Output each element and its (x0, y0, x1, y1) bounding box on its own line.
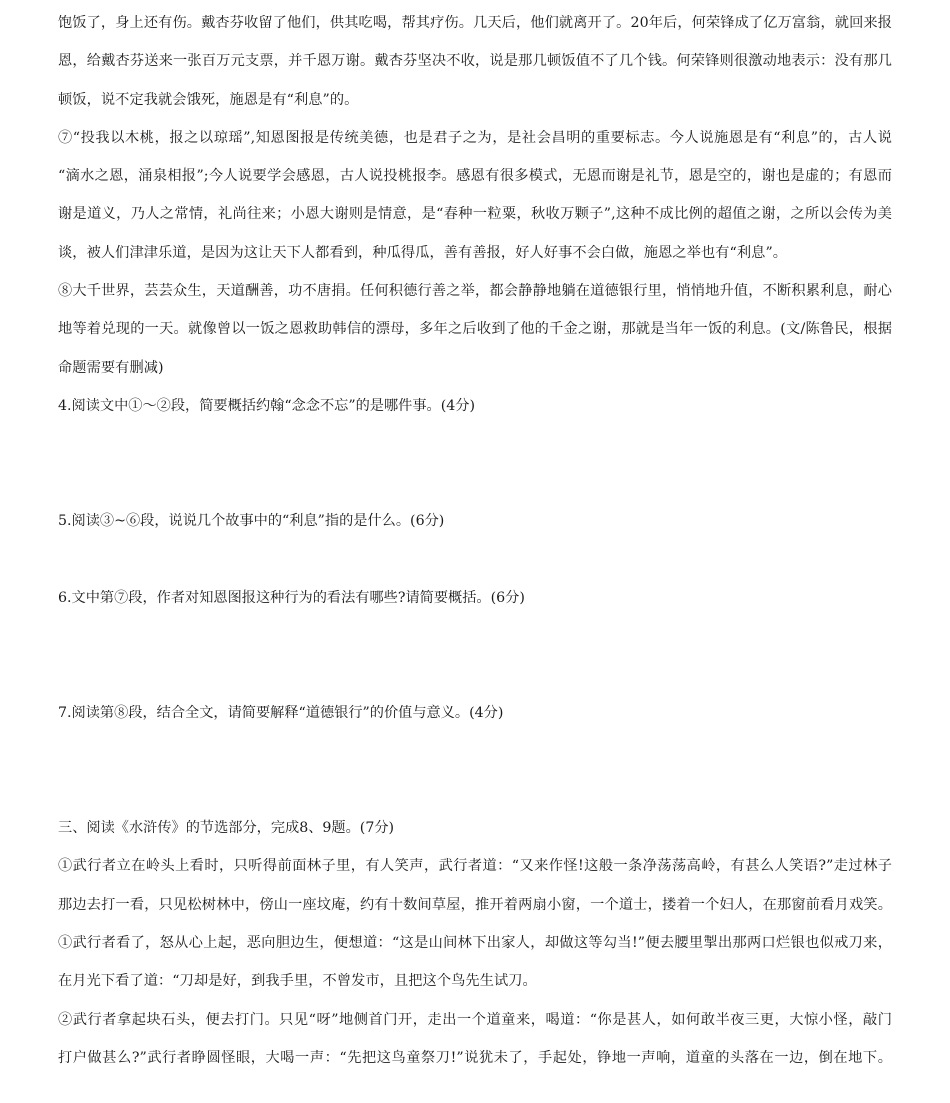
paragraph-6-line-3: 顿饭，说不定我就会饿死，施恩是有“利息”的。 (58, 91, 359, 108)
document-page (58, 4, 892, 1077)
paragraph-6-line-1: 饱饭了，身上还有伤。戴杏芬收留了他们，供其吃喝，帮其疗伤。几天后，他们就离开了。20年后，何荣锋成了亿万富翁，就回来报 (58, 15, 892, 31)
excerpt-paragraph-3-line-1: ②武行者拿起块石头，便去打门。只见“呀”地侧首门开，走出一个道童来，喝道：“你是甚人，如何敢半夜三更，大惊小怪，敲门 (58, 1011, 892, 1028)
excerpt-paragraph-2-line-1: ①武行者看了，怒从心上起，恶向胆边生，便想道：“这是山间林下出家人，却做这等勾当!”便去腰里掣出那两口烂银也似戒刀来， (58, 935, 892, 952)
question-7: 7.阅读第⑧段，结合全文，请简要解释“道德银行”的价值与意义。(4分) (58, 704, 504, 721)
excerpt-paragraph-1-line-1: ①武行者立在岭头上看时，只听得前面林子里，有人笑声，武行者道：“又来作怪!这般一条净荡荡高岭，有甚么人笑语?”走过林子 (58, 858, 892, 875)
paragraph-8-line-2: 地等着兑现的一天。就像曾以一饭之恩救助韩信的漂母，多年之后收到了他的千金之谢，那就是当年一饭的利息。(文/陈鲁民，根据 (58, 321, 892, 338)
paragraph-7-line-3: 谢是道义，乃人之常情，礼尚往来；小恩大谢则是情意，是“春种一粒粟，秋收万颗子”,这种不成比例的超值之谢，之所以会传为美 (58, 206, 892, 223)
paragraph-7-line-2: “滴水之恩，涌泉相报”;今人说要学会感恩，古人说投桃报李。感恩有很多模式，无恩而谢是礼节，恩是空的，谢也是虚的；有恩而 (58, 168, 892, 185)
question-5: 5.阅读③~⑥段，说说几个故事中的“利息”指的是什么。(6分) (58, 513, 445, 530)
answer-space-6 (58, 617, 892, 694)
question-4: 4.阅读文中①～②段，简要概括约翰“念念不忘”的是哪件事。(4分) (58, 397, 476, 414)
paragraph-6-line-2: 恩，给戴杏芬送来一张百万元支票，并千恩万谢。戴杏芬坚决不收，说是那几顿饭值不了几个钱。何荣锋则很激动地表示：没有那几 (58, 53, 892, 70)
section-3-heading: 三、阅读《水浒传》的节选部分，完成8、9题。(7分) (58, 820, 395, 837)
paragraph-7-line-1: ⑦“投我以木桃，报之以琼瑶”,知恩图报是传统美德，也是君子之为，是社会昌明的重要标志。今人说施恩是有“利息”的，古人说 (58, 129, 892, 146)
paragraph-7-line-4: 谈，被人们津津乐道，是因为这让天下人都看到，种瓜得瓜，善有善报，好人好事不会白做，施恩之举也有“利息”。 (58, 244, 788, 261)
answer-space-5 (58, 541, 892, 579)
answer-space-7 (58, 732, 892, 809)
excerpt-paragraph-2-line-2: 在月光下看了道：“刀却是好，到我手里，不曾发市，且把这个鸟先生试刀。 (58, 973, 537, 990)
question-6: 6.文中第⑦段，作者对知恩图报这种行为的看法有哪些?请简要概括。(6分) (58, 589, 525, 606)
answer-space-4 (58, 425, 892, 502)
paragraph-8-line-1: ⑧大千世界，芸芸众生，天道酬善，功不唐捐。任何积德行善之举，都会静静地躺在道德银行里，悄悄地升值，不断积累利息，耐心 (58, 283, 892, 300)
paragraph-8-line-3: 命题需要有删减) (58, 359, 164, 376)
excerpt-paragraph-1-line-2: 那边去打一看，只见松树林中，傍山一座坟庵，约有十数间草屋，推开着两扇小窗，一个道士，搂着一个妇人，在那窗前看月戏笑。 (58, 896, 892, 913)
excerpt-paragraph-3-line-2: 打户做甚么?”武行者睁圆怪眼，大喝一声：“先把这鸟童祭刀!”说犹未了，手起处，铮地一声响，道童的头落在一边，倒在地下。 (58, 1049, 892, 1066)
